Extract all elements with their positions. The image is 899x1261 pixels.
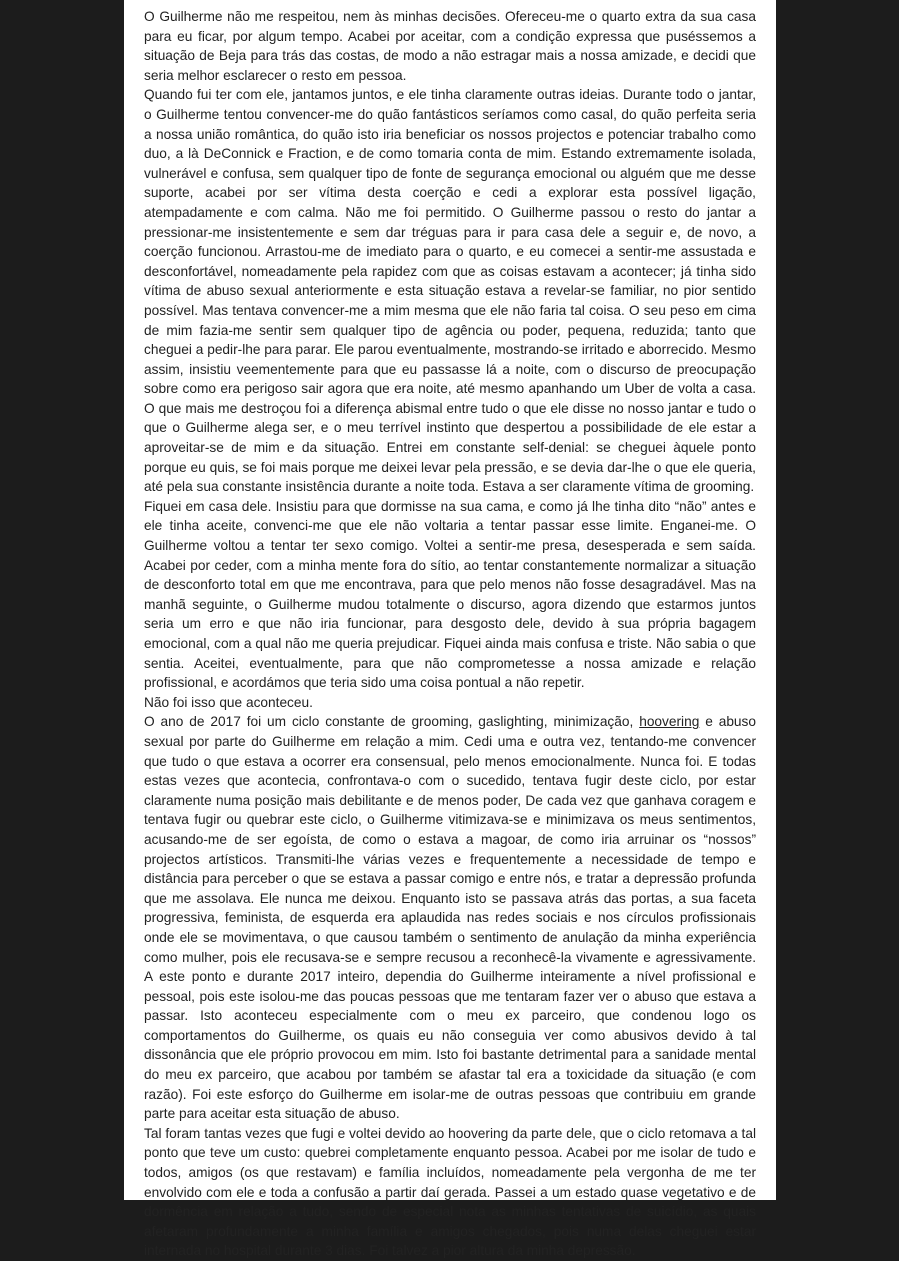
paragraph-2: Quando fui ter com ele, jantamos juntos, e ele tinha claramente outras ideias. Durante todo o jantar, o Guilherme tentou convencer-me do quão fantásticos seríamos como casal, do quão perfeita seria a nossa união romântica, do quão isto iria beneficiar os nossos projectos e potenciar trabalho como duo, a là DeConnick e Fraction, e de como tomaria conta de mim. Estando extremamente isolada, vulnerável e confusa, sem qualquer tipo de fonte de segurança emocional ou alguém que me desse suporte, acabei por ser vítima desta coerção e cedi a explorar esta possível ligação, atempadamente e com calma. Não me foi permitido. O Guilherme passou o resto do jantar a pressionar-me insistentemente e sem dar tréguas para ir para casa dele a seguir e, de novo, a coerção funcionou. Arrastou-me de imediato para o quarto, e eu comecei a sentir-me assustada e desconfortável, nomeadamente pela rapidez com que as coisas estavam a acontecer; já tinha sido vítima de abuso sexual anteriormente e esta situação estava a revelar-se familiar, no pior sentido possível. Mas tentava convencer-me a mim mesma que ele não faria tal coisa. O seu peso em cima de mim fazia-me sentir sem qualquer tipo de agência ou poder, pequena, reduzida; tanto que cheguei a pedir-lhe para parar. Ele parou eventualmente, mostrando-se irritado e aborrecido. Mesmo assim, insistiu veementemente para que eu passasse lá a noite, com o discurso de preocupação sobre como era perigoso sair agora que era noite, até mesmo apanhando um Uber de volta a casa. O que mais me destroçou foi a diferença abismal entre tudo o que ele disse no nosso jantar e tudo o que o Guilherme alega ser, e o meu terrível instinto que despertou a possibilidade de ele estar a aproveitar-se de mim e da situação. Entrei em constante self-denial: se cheguei àquele ponto porque eu quis, se foi mais porque me deixei levar pela pressão, e se devia dar-lhe o que ele queria, até pela sua constante insistência durante a noite toda. Estava a ser claramente vítima de grooming. <box>144 87 756 495</box>
paragraph-5-rest: e abuso sexual por parte do Guilherme em relação a mim. Cedi uma e outra vez, tentando-me convencer que tudo o que estava a ocorrer era consensual, pelo menos emocionalmente. Nunca foi. E todas estas vezes que acontecia, confrontava-o com o sucedido, tentava fugir deste ciclo, por estar claramente numa posição mais debilitante e de menos poder, De cada vez que ganhava coragem e tentava fugir ou quebrar este ciclo, o Guilherme vitimizava-se e minimizava os meus sentimentos, acusando-me de ser egoísta, de como o estava a magoar, de como iria arruinar os “nossos” projectos artísticos. Transmiti-lhe várias vezes e frequentemente a necessidade de tempo e distância para perceber o que se estava a passar comigo e entre nós, e tratar a depressão profunda que me assolava. Ele nunca me deixou. Enquanto isto se passava atrás das portas, a sua faceta progressiva, feminista, de esquerda era aplaudida nas redes sociais e nos círculos profissionais onde ele se movimentava, o que causou também o sentimento de anulação da minha experiência como mulher, pois ele recusava-se e sempre recusou a reconhecê-la vivamente e agressivamente. A este ponto e durante 2017 inteiro, dependia do Guilherme inteiramente a nível profissional e pessoal, pois este isolou-me das poucas pessoas que me tentaram fazer ver o abuso que estava a passar. Isto aconteceu especialmente com o meu ex parceiro, que condenou logo os comportamentos do Guilherme, os quais eu não conseguia ver como abusivos devido à tal dissonância que ele próprio provocou em mim. Isto foi bastante detrimental para a sanidade mental do meu ex parceiro, que acabou por também se afastar tal era a toxicidade da situação (e com razão). Foi este esforço do Guilherme em isolar-me de outras pessoas que contribuiu em grande parte para aceitar esta situação de abuso. <box>144 714 757 1122</box>
document-page <box>124 0 776 1259</box>
underlined-term: hoovering <box>639 714 700 730</box>
paragraph-5 <box>144 712 756 1123</box>
paragraph-1: O Guilherme não me respeitou, nem às minhas decisões. Ofereceu-me o quarto extra da sua casa para eu ficar, por algum tempo. Acabei por aceitar, com a condição expressa que puséssemos a situação de Beja para trás das costas, de modo a não estragar mais a nossa amizade, e decidi que seria melhor esclarecer o resto em pessoa. <box>144 9 756 83</box>
document-body <box>124 0 776 1261</box>
paragraph-5-start: O ano de 2017 foi um ciclo constante de grooming, gaslighting, minimização, <box>144 714 640 730</box>
paragraph-6: Tal foram tantas vezes que fugi e voltei devido ao hoovering da parte dele, que o ciclo retomava a tal ponto que teve um custo: quebrei completamente enquanto pessoa. Acabei por me isolar de tudo e todos, amigos (os que restavam) e família incluídos, nomeadamente pela vergonha de me ter envolvido com ele e toda a confusão a partir daí gerada. Passei a um estado quase vegetativo e de dormência em relação a tudo, sendo de especial nota as minhas tentativas de suicídio, as quais afetaram profundamente a minha família e amigos chegados, pois numa delas cheguei estar internada no hospital durante 3 dias. Foi talvez a pior altura da minha depressão. <box>144 1125 756 1259</box>
paragraph-4: Não foi isso que aconteceu. <box>144 694 313 710</box>
paragraph-3: Fiquei em casa dele. Insistiu para que dormisse na sua cama, e como já lhe tinha dito “não” antes e ele tinha aceite, convenci-me que ele não voltaria a tentar passar esse limite. Enganei-me. O Guilherme voltou a tentar ter sexo comigo. Voltei a sentir-me presa, desesperada e sem saída. Acabei por ceder, com a minha mente fora do sítio, ao tentar constantemente normalizar a situação de desconforto total em que me encontrava, para que pelo menos não fosse desagradável. Mas na manhã seguinte, o Guilherme mudou totalmente o discurso, agora dizendo que estarmos juntos seria um erro e que não iria funcionar, para desgosto dele, devido à sua própria bagagem emocional, com a qual não me queria prejudicar. Fiquei ainda mais confusa e triste. Não sabia o que sentia. Aceitei, eventualmente, para que não comprometesse a nossa amizade e relação profissional, e acordámos que teria sido uma coisa pontual a não repetir. <box>144 498 756 691</box>
